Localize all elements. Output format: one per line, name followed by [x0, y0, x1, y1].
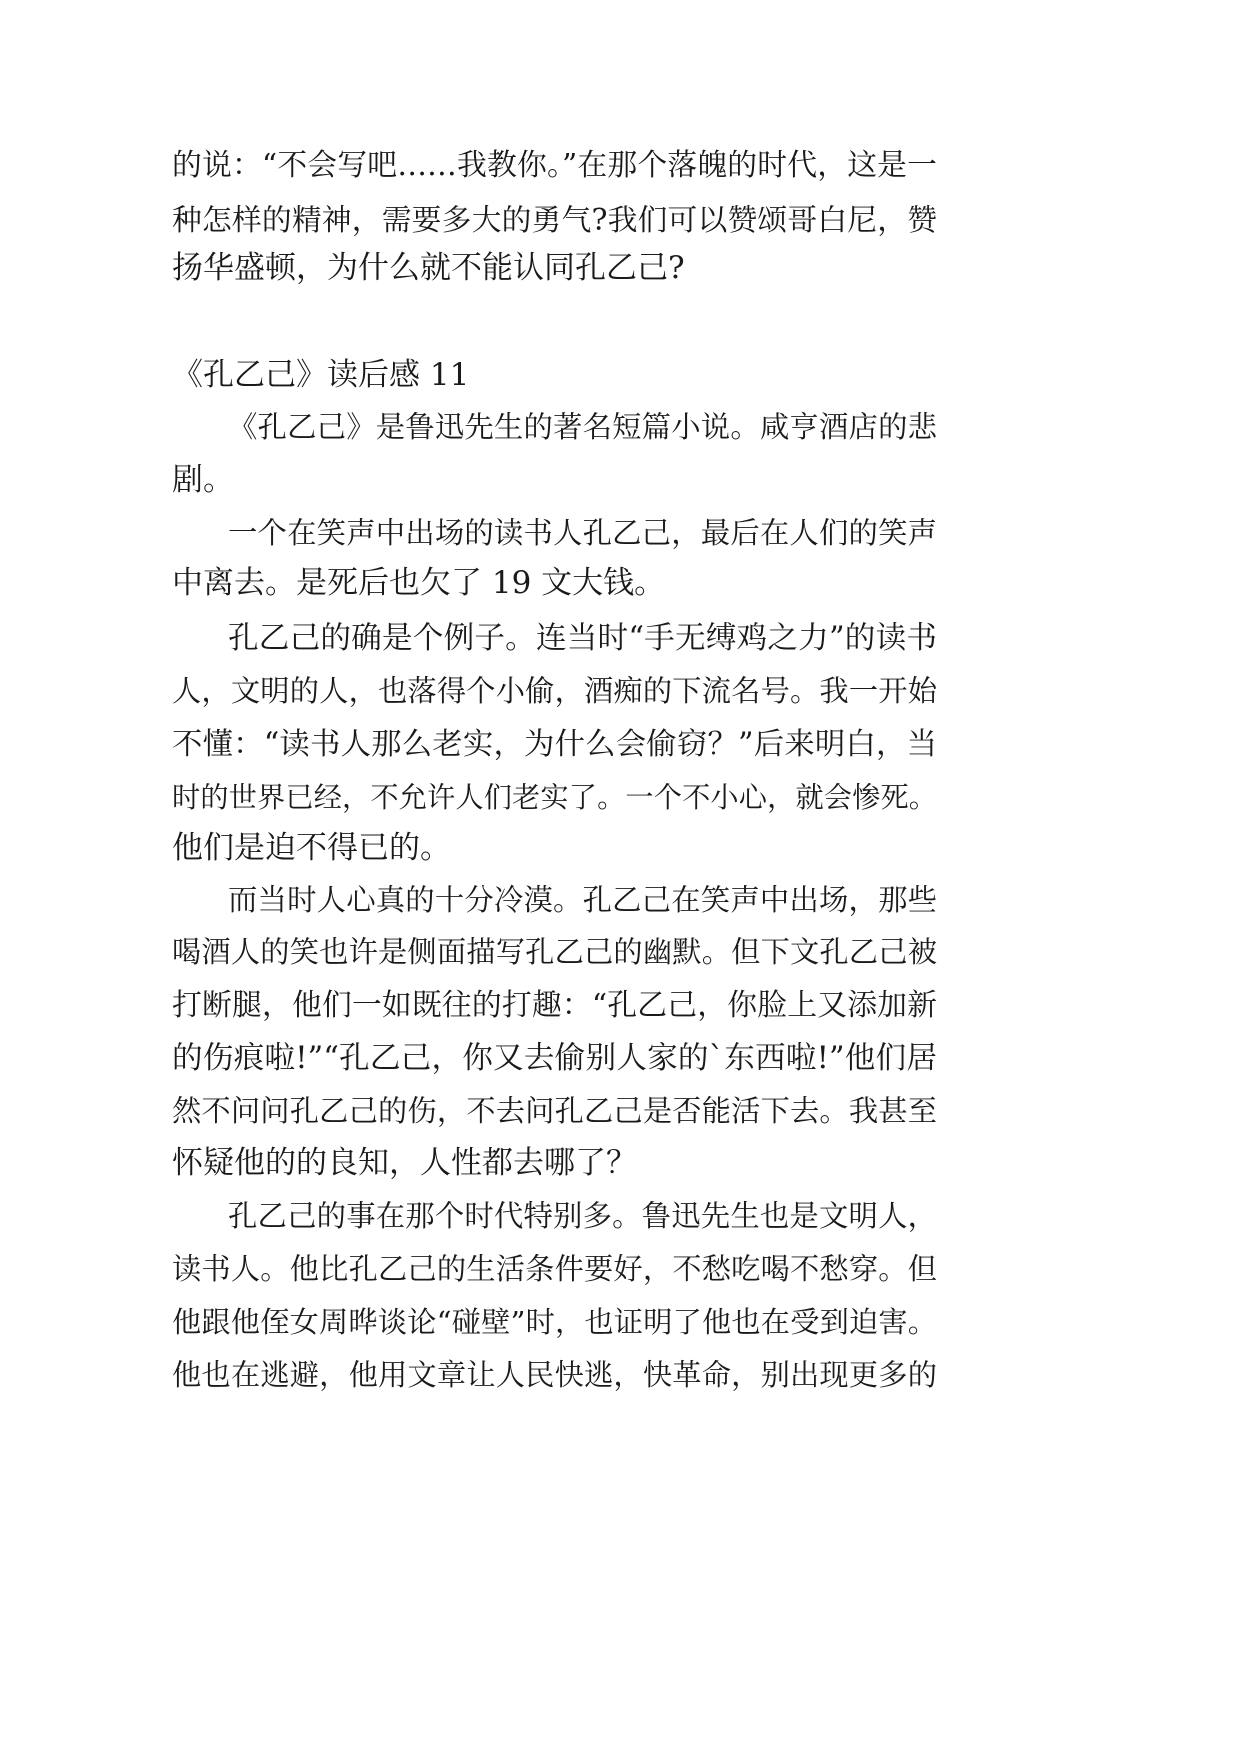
- paragraph-line: 他跟他侄女周晔谈论“碰壁”时，也证明了他也在受到迫害。: [172, 1305, 937, 1339]
- paragraph-line: 他也在逃避，他用文章让人民快逃，快革命，别出现更多的: [172, 1358, 937, 1392]
- paragraph-line: 孔乙己的事在那个时代特别多。鲁迅先生也是文明人，: [228, 1199, 937, 1233]
- paragraph-line: 不懂：“读书人那么老实，为什么会偷窃？”后来明白，当: [172, 727, 937, 762]
- intro-line: 的说：“不会写吧……我教你。”在那个落魄的时代，这是一: [172, 148, 937, 183]
- paragraph-line: 一个在笑声中出场的读书人孔乙己，最后在人们的笑声: [228, 516, 937, 550]
- paragraph-line: 他们是迫不得已的。: [172, 830, 451, 866]
- paragraph-line: 孔乙己的确是个例子。连当时“手无缚鸡之力”的读书: [228, 621, 937, 656]
- paragraph-line: 中离去。是死后也欠了 19 文大钱。: [172, 565, 666, 601]
- paragraph-line: 然不问问孔乙己的伤，不去问孔乙己是否能活下去。我甚至: [172, 1094, 937, 1128]
- paragraph-line: 喝酒人的笑也许是侧面描写孔乙己的幽默。但下文孔乙己被: [172, 935, 937, 969]
- paragraph-line: 读书人。他比孔乙己的生活条件要好，不愁吃喝不愁穿。但: [172, 1252, 937, 1286]
- paragraph-line: 打断腿，他们一如既往的打趣：“孔乙己，你脸上又添加新: [172, 988, 937, 1023]
- section-title: 《孔乙己》读后感 11: [172, 357, 470, 393]
- intro-line: 扬华盛顿，为什么就不能认同孔乙己?: [172, 250, 685, 286]
- paragraph-line: 时的世界已经，不允许人们老实了。一个不小心，就会惨死。: [172, 781, 937, 814]
- paragraph-line: 的伤痕啦!”“孔乙己，你又去偷别人家的`东西啦!”他们居: [172, 1041, 937, 1076]
- paragraph-line: 人，文明的人，也落得个小偷，酒痴的下流名号。我一开始: [172, 674, 937, 708]
- paragraph-line: 而当时人心真的十分冷漠。孔乙己在笑声中出场，那些: [228, 883, 937, 917]
- intro-line: 种怎样的精神，需要多大的勇气?我们可以赞颂哥白尼，赞: [172, 203, 937, 238]
- paragraph-line: 怀疑他的的良知，人性都去哪了？: [172, 1145, 637, 1181]
- paragraph-line: 剧。: [172, 462, 234, 498]
- paragraph-line: 《孔乙己》是鲁迅先生的著名短篇小说。咸亨酒店的悲: [228, 410, 937, 444]
